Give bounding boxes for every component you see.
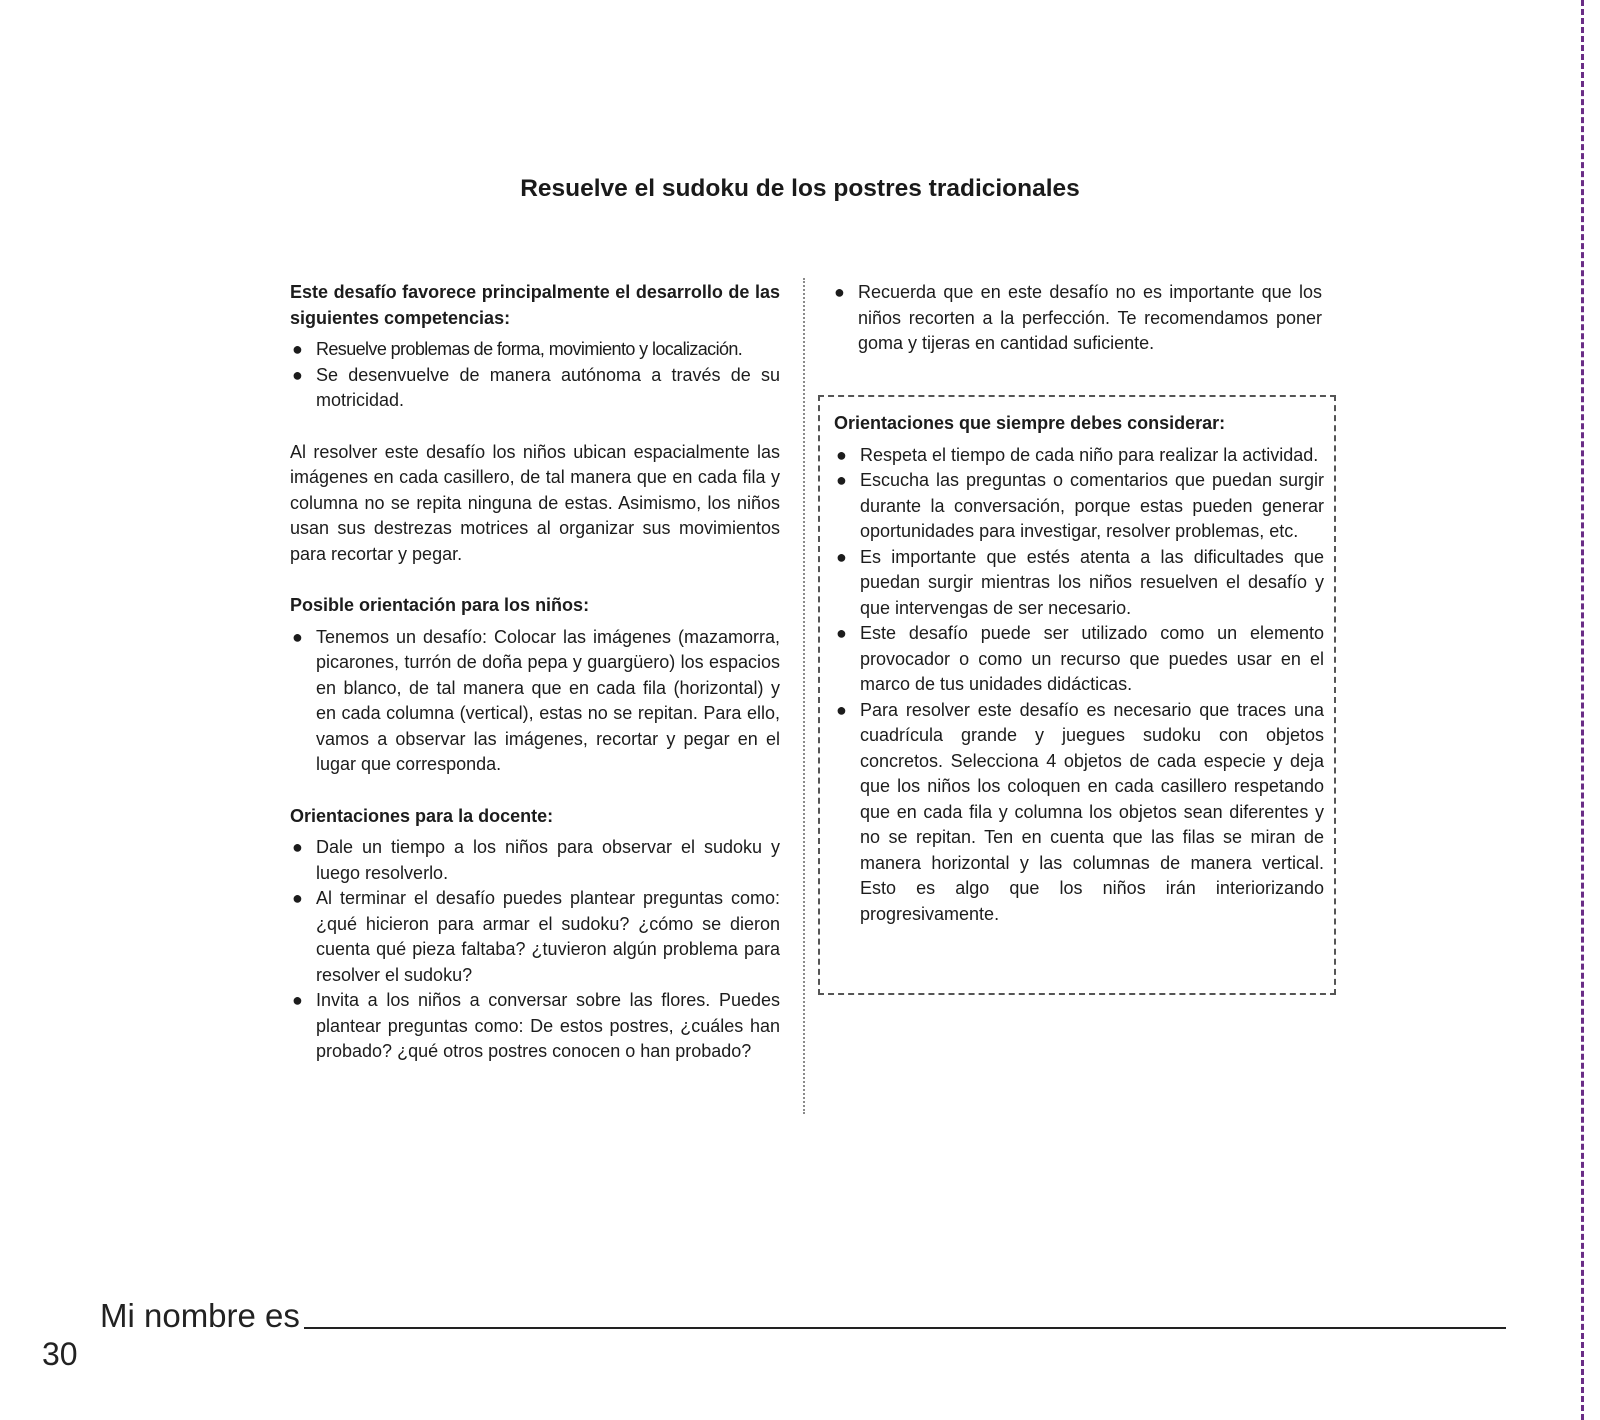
description-paragraph: Al resolver este desafío los niños ubican espacialmente las imágenes en cada casillero, de tal manera que en cada fila y columna no se repita ninguna de estas. Asimismo, los niños usan sus destrezas motrices al organizar sus movimientos para recortar y pegar. <box>290 441 780 564</box>
competencias-list <box>290 337 780 414</box>
bullet-icon: ● <box>836 623 847 643</box>
page-title: Resuelve el sudoku de los postres tradicionales <box>520 175 1080 202</box>
page-number: 30 <box>42 1336 78 1372</box>
list-item: ● Al terminar el desafío puedes plantear preguntas como: ¿qué hicieron para armar el sudoku? ¿cómo se dieron cuenta qué pieza faltaba? ¿tuvieron algún problema para resolver el sudoku? <box>292 888 780 985</box>
list-item: ● Para resolver este desafío es necesario que traces una cuadrícula grande y juegues sudoku con objetos concretos. Selecciona 4 objetos de cada especie y deja que los niños los coloquen en cada casillero respetando que en cada fila y columna los objetos sean diferentes y no se repitan. Ten en cuenta que las filas se miran de manera horizontal y las columnas de manera vertical. Esto es algo que los niños irán interiorizando progresivamente. <box>836 699 1324 924</box>
list-item: ● Se desenvuelve de manera autónoma a través de su motricidad. <box>292 364 780 410</box>
list-item: ● Dale un tiempo a los niños para observar el sudoku y luego resolverlo. <box>292 837 780 883</box>
cut-line <box>1581 0 1584 1420</box>
bullet-icon: ● <box>834 282 845 302</box>
bullet-icon: ● <box>292 339 303 359</box>
orientacion-list <box>290 625 780 778</box>
list-item: ● Es importante que estés atenta a las dificultades que puedan surgir mientras los niños resuelven el desafío y que intervengas de ser necesario. <box>836 546 1324 618</box>
bullet-icon: ● <box>292 837 303 857</box>
list-item: ● Invita a los niños a conversar sobre las flores. Puedes plantear preguntas como: De estos postres, ¿cuáles han probado? ¿qué otros postres conocen o han probado? <box>292 990 780 1061</box>
bullet-icon: ● <box>836 470 847 490</box>
name-label: Mi nombre es <box>100 1297 300 1334</box>
list-item: ● Escucha las preguntas o comentarios que puedan surgir durante la conversación, porque estas pueden generar oportunidades para investigar, resolver problemas, etc. <box>836 470 1324 541</box>
name-input-line[interactable] <box>304 1327 1506 1329</box>
bullet-icon: ● <box>292 626 303 647</box>
bullet-icon: ● <box>292 364 303 385</box>
list-item: ● Respeta el tiempo de cada niño para realizar la actividad. <box>834 443 1324 469</box>
bullet-icon: ● <box>292 888 303 908</box>
docente-heading: Orientaciones para la docente: <box>290 805 554 826</box>
list-item: ● Resuelve problemas de forma, movimiento y localización. <box>290 337 780 363</box>
bullet-icon: ● <box>836 546 847 567</box>
box-list <box>834 443 1324 928</box>
bullet-icon: ● <box>836 444 847 465</box>
recuerda-list <box>832 280 1322 357</box>
list-item: ● Recuerda que en este desafío no es importante que los niños recorten a la perfección. Te recomendamos poner goma y tijeras en cantidad suficiente. <box>834 282 1322 353</box>
competencias-heading: Este desafío favorece principalmente el desarrollo de las siguientes competencias: <box>290 282 780 328</box>
orientaciones-box <box>818 395 1336 995</box>
left-column <box>290 280 780 1065</box>
list-item: ● Tenemos un desafío: Colocar las imágenes (mazamorra, picarones, turrón de doña pepa y guargüero) los espacios en blanco, de tal manera que en cada fila (horizontal) y en cada columna (vertical), estas no se repitan. Para ello, vamos a observar las imágenes, recortar y pegar en el lugar que corresponda. <box>292 626 780 774</box>
docente-list <box>290 835 780 1065</box>
orientacion-heading: Posible orientación para los niños: <box>290 595 590 615</box>
bullet-icon: ● <box>292 990 303 1010</box>
right-column <box>832 280 1322 357</box>
bullet-icon: ● <box>836 699 847 720</box>
column-divider <box>803 278 805 1114</box>
box-heading: Orientaciones que siempre debes considerar: <box>834 413 1226 433</box>
list-item: ● Este desafío puede ser utilizado como un elemento provocador o como un recurso que puedes usar en el marco de tus unidades didácticas. <box>836 623 1324 694</box>
